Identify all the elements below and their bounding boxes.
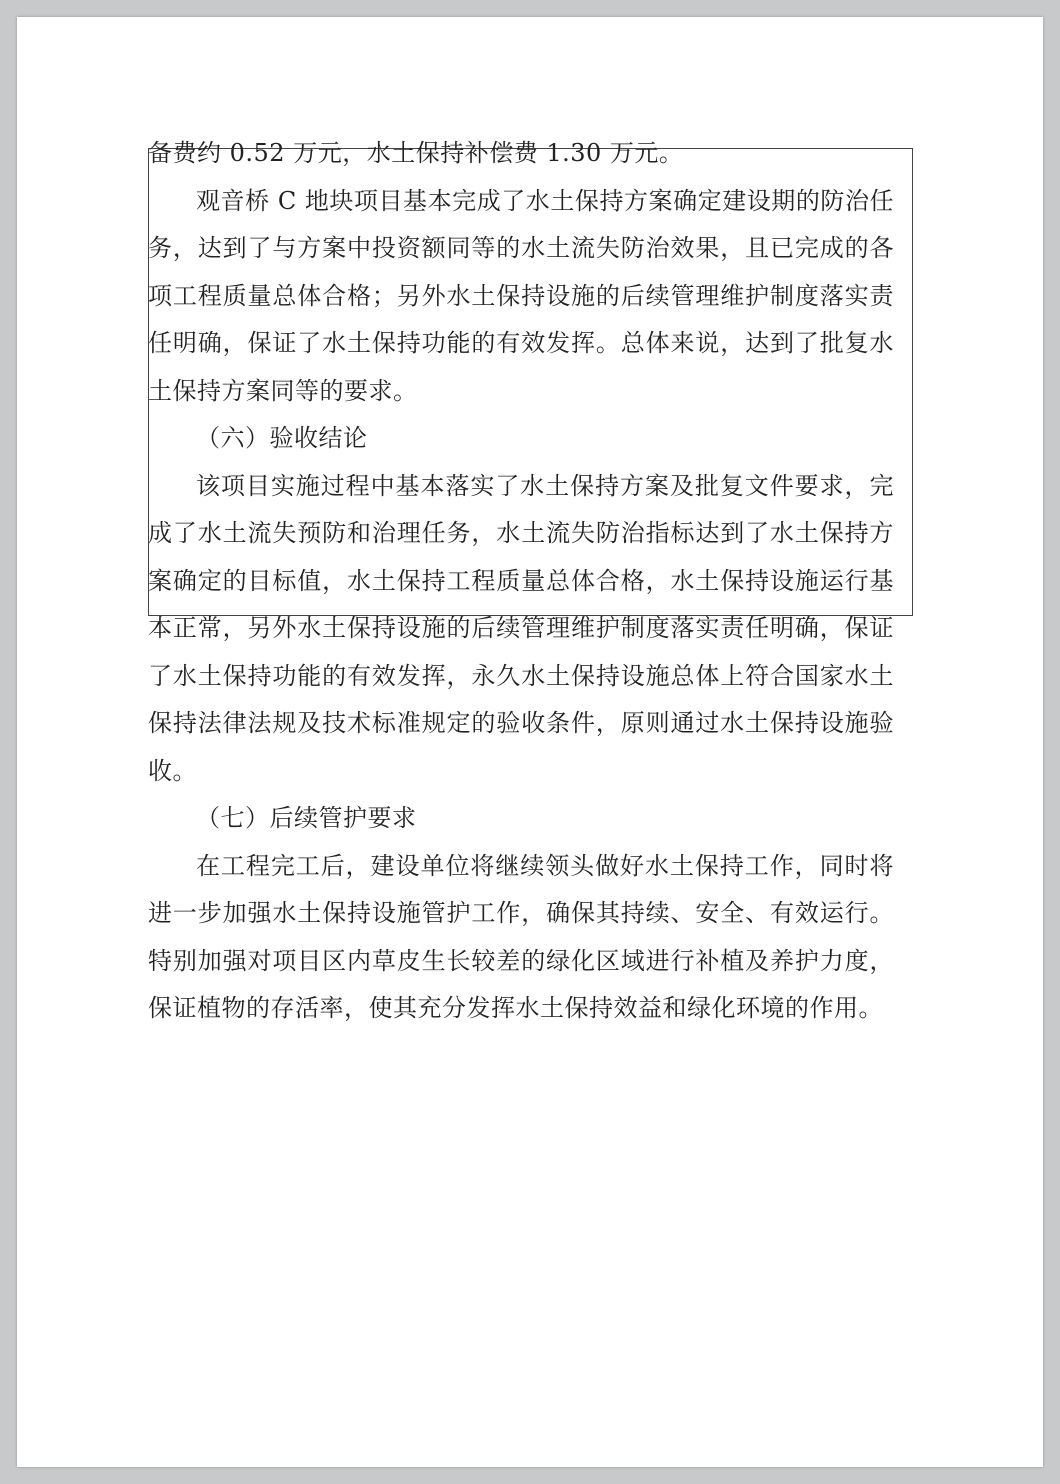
section-heading-acceptance-conclusion: （六）验收结论: [196, 424, 368, 452]
section-heading-follow-up-maintenance: （七）后续管护要求: [196, 804, 417, 832]
paragraph-acceptance-conclusion: 该项目实施过程中基本落实了水土保持方案及批复文件要求，完成了水土流失预防和治理任务，水土流失防治指标达到了水土保持方案确定的目标值，水土保持工程质量总体合格，水土保持设施运行基本正常，另外水土保持设施的后续管理维护制度落实责任明确，保证了水土保持功能的有效发挥，永久水土保持设施总体上符合国家水土保持法律法规及技术标准规定的验收条件，原则通过水土保持设施验收。: [148, 471, 894, 785]
paragraph-follow-up-maintenance: 在工程完工后，建设单位将继续领头做好水土保持工作，同时将进一步加强水土保持设施管护工作，确保其持续、安全、有效运行。特别加强对项目区内草皮生长较差的绿化区域进行补植及养护力度，保证植物的存活率，使其充分发挥水土保持效益和绿化环境的作用。: [148, 851, 894, 1022]
paragraph-project-summary: 观音桥 C 地块项目基本完成了水土保持方案确定建设期的防治任务，达到了与方案中投资额同等的水土流失防治效果，且已完成的各项工程质量总体合格；另外水土保持设施的后续管理维护制度落实责任明确，保证了水土保持功能的有效发挥。总体来说，达到了批复水土保持方案同等的要求。: [148, 186, 894, 405]
document-body: [148, 130, 894, 1033]
paragraph-cost-continuation: 备费约 0.52 万元，水土保持补偿费 1.30 万元。: [148, 139, 684, 167]
